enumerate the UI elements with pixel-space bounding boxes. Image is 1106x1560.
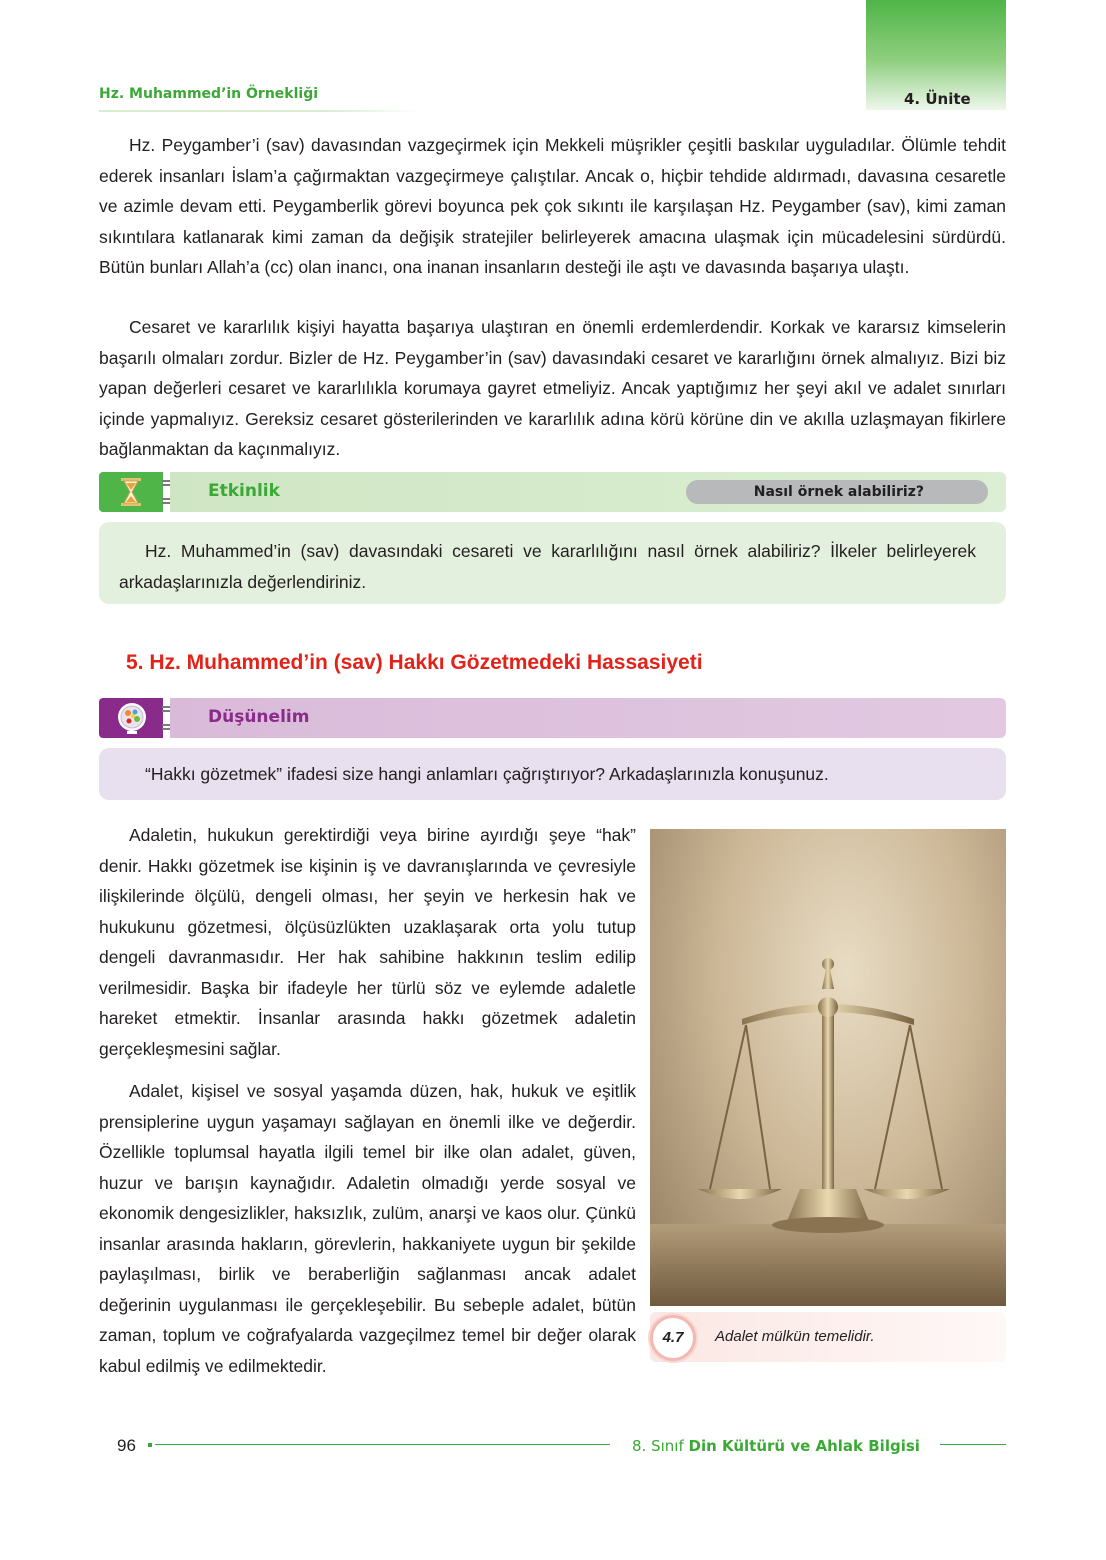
- hourglass-icon: [99, 472, 163, 512]
- footer-book-title: [632, 1437, 920, 1455]
- footer-subject: Din Kültürü ve Ahlak Bilgisi: [688, 1437, 920, 1455]
- activity-text: Hz. Muhammed’in (sav) davasındaki cesareti ve kararlılığını nasıl örnek alabiliriz? İlkeler belirleyerek arkadaşlarınızla değerlendiriniz.: [119, 541, 976, 592]
- unit-label: 4. Ünite: [904, 90, 971, 108]
- balance-scale-photo: [650, 829, 1006, 1306]
- page-number: 96: [117, 1436, 136, 1455]
- paragraph-2: Cesaret ve kararlılık kişiyi hayatta başarıya ulaştıran en önemli erdemlerdendir. Korkak ve kararsız kimselerin başarılı olmaları zordur. Bizler de Hz. Peygamber’in (sav) davasındaki cesaret ve kararlığını örnek almalıyız. Bizi biz yapan değerleri cesaret ve kararlılıkla korumaya gayret etmeliyiz. Ancak yaptığımız her şeyi akıl ve adalet sınırları içinde yapmalıyız. Gereksiz cesaret gösterilerinden ve kararlılık adına körü körüne din ve akılla uzlaşmayan fikirlere bağlanmaktan da kaçınmalıyız.: [99, 317, 1006, 459]
- think-title: Düşünelim: [208, 707, 310, 727]
- paragraph-3: Adaletin, hukukun gerektirdiği veya birine ayırdığı şeye “hak” denir. Hakkı gözetmek ise kişinin iş ve davranışlarında ve çevresiyle ilişkilerinde ölçülü, dengeli olması, her şeyin ve herkesin hak ve hukukunu gözetmesi, ölçüsüzlükten uzaklaşarak orta yolu tutup dengeli davranmasıdır. Her hak sahibine hakkının teslim edilip verilmesidir. Başka bir ifadeyle her türlü söz ve eylemde adaletle hareket etmektir. İnsanlar arasında hakkı gözetmek adaletin gerçekleşmesini sağlar.: [99, 825, 636, 1059]
- figure-number: 4.7: [650, 1315, 696, 1361]
- paragraph-4: Adalet, kişisel ve sosyal yaşamda düzen, hak, hukuk ve eşitlik prensiplerine uygun yaşamayı sağlayan en önemli ilke ve değerdir. Özellikle toplumsal hayatla ilgili temel bir ilke olan adalet, güven, huzur ve barışın kaynağıdır. Adaletin olmadığı yerde sosyal ve ekonomik dengesizlikler, haksızlık, zulüm, anarşi ve kaos olur. Çünkü insanlar arasında hakların, görevlerin, hakkaniyete uygun bir şekilde paylaşılması, birlik ve beraberliğin sağlanması ancak adalet değerinin uygulanması ile gerçekleşebilir. Bu sebeple adalet, bütün zaman, toplum ve coğrafyalarda vazgeçilmez temel bir değer olarak kabul edilmiş ve edilmektedir.: [99, 1081, 636, 1376]
- footer-rule: [155, 1444, 610, 1445]
- footer-dot: [148, 1443, 152, 1447]
- running-title-rule: [99, 110, 419, 112]
- figure-caption: Adalet mülkün temelidir.: [715, 1328, 875, 1345]
- think-box: [99, 748, 1006, 800]
- activity-box: [99, 522, 1006, 604]
- think-text: “Hakkı gözetmek” ifadesi size hangi anlamları çağrıştırıyor? Arkadaşlarınızla konuşunuz.: [145, 764, 829, 784]
- footer-rule: [940, 1444, 1006, 1445]
- activity-title: Etkinlik: [208, 481, 280, 501]
- section-title: 5. Hz. Muhammed’in (sav) Hakkı Gözetmedeki Hassasiyeti: [126, 651, 703, 674]
- paragraph-1: Hz. Peygamber’i (sav) davasından vazgeçirmek için Mekkeli müşrikler çeşitli baskılar uyguladılar. Ölümle tehdit ederek insanları İslam’a çağırmaktan vazgeçirmeye çalıştılar. Ancak o, hiçbir tehdide aldırmadı, davasına cesaretle ve azimle devam etti. Peygamberlik görevi boyunca pek çok sıkıntı ile karşılaşan Hz. Peygamber (sav), kimi zaman sıkıntılara katlanarak kimi zaman da değişik stratejiler belirleyerek amacına ulaşmak için mücadelesini sürdürdü. Bütün bunları Allah’a (cc) olan inancı, ona inanan insanların desteği ile aştı ve davasında başarıya ulaştı.: [99, 135, 1006, 277]
- footer-grade: 8. Sınıf: [632, 1437, 689, 1455]
- running-title: Hz. Muhammed’in Örnekliği: [99, 86, 319, 102]
- activity-question-label: Nasıl örnek alabiliriz?: [686, 480, 988, 504]
- thinking-head-icon: [99, 698, 163, 738]
